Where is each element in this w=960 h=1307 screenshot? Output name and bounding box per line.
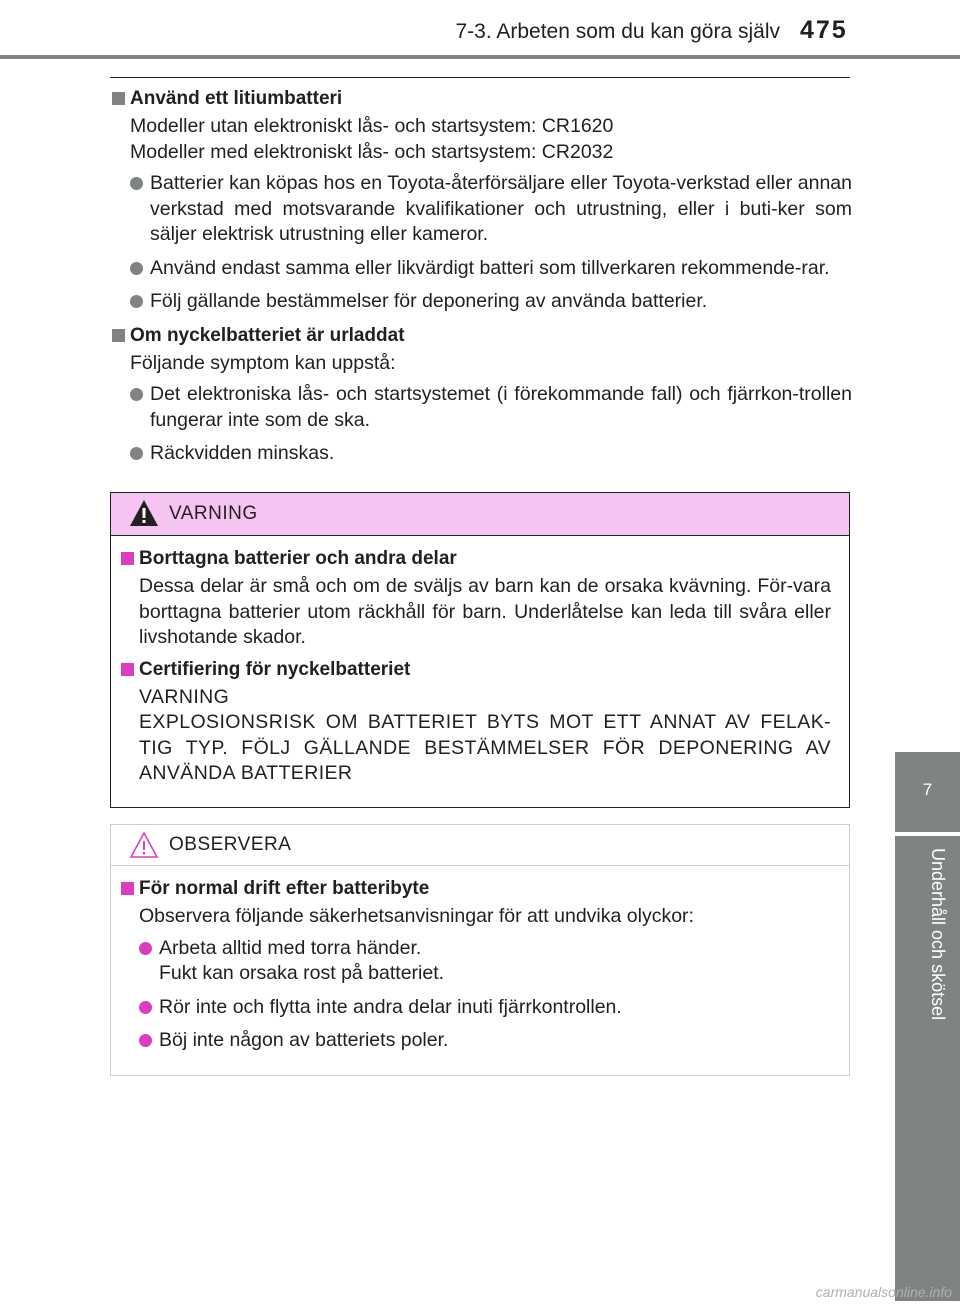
paragraph [110,351,852,377]
caution-bullet-item [119,1028,831,1054]
warning-paragraph [119,685,831,787]
caution-box-body [111,866,849,1054]
header-rule [0,55,960,59]
section-heading-text: Om nyckelbatteriet är urladdat [130,324,405,346]
chapter-name: Underhåll och skötsel [928,848,948,1021]
warning-heading [119,657,831,683]
warning-label: VARNING [169,503,258,524]
chapter-strip [895,836,960,1301]
round-bullet-icon [130,388,143,401]
round-bullet-icon [139,942,152,955]
top-rule [110,77,850,78]
paragraph-line: Modeller med elektroniskt lås- och startsystem: CR2032 [130,140,614,163]
round-bullet-icon [130,177,143,190]
warning-box-header [111,493,849,536]
bullet-item [110,171,852,248]
bullet-item [110,441,852,467]
bullet-item [110,382,852,433]
page-number: 475 [800,16,848,44]
section-battery-discharged [110,323,852,467]
bullet-text: Räckvidden minskas. [150,442,335,464]
section-heading-text: Använd ett litiumbatteri [130,88,343,109]
caution-bullet-item [119,995,831,1021]
bullet-text: Följ gällande bestämmelser för deponering av använda batterier. [150,290,708,312]
chapter-number: 7 [922,780,933,799]
round-bullet-icon [130,295,143,308]
square-bullet-icon [112,92,125,105]
bullet-line: Fukt kan orsaka rost på batteriet. [159,962,445,984]
round-bullet-icon [130,447,143,460]
warning-paragraph: Dessa delar är små och om de sväljs av barn kan de orsaka kvävning. För-vara borttagna batterier utom räckhåll för barn. Underlåtelse kan leda till svåra eller livshotande skador. [139,575,831,648]
square-bullet-icon [121,882,134,895]
warning-triangle-icon [129,499,159,527]
square-bullet-icon [121,663,134,676]
square-bullet-icon [121,552,134,565]
paragraph [110,114,852,165]
bullet-item [110,256,852,282]
watermark: carmanualsonline.info [815,1284,952,1300]
caution-label: OBSERVERA [169,834,292,855]
paragraph-line: Modeller utan elektroniskt lås- och startsystem: CR1620 [130,115,614,137]
bullet-text: Använd endast samma eller likvärdigt batteri som tillverkaren rekommende-rar. [150,256,830,279]
bullet-line: Arbeta alltid med torra händer. [159,936,422,959]
section-heading [110,86,852,112]
section-header-title: 7-3. Arbeten som du kan göra själv [455,20,780,43]
main-content [110,86,852,475]
caution-intro: Observera följande säkerhetsanvisningar för att undvika olyckor: [139,905,694,927]
caution-heading-text: För normal drift efter batteribyte [139,878,430,899]
chapter-tab [895,752,960,832]
square-bullet-icon [112,329,125,342]
bullet-line: Böj inte någon av batteriets poler. [159,1029,449,1051]
section-heading [110,323,852,349]
paragraph-line: EXPLOSIONSRISK OM BATTERIET BYTS MOT ETT ANNAT AV FELAK-TIG TYP. FÖLJ GÄLLANDE BESTÄMMELSER FÖR DEPONERING AV ANVÄNDA BATTERIER [139,711,831,784]
bullet-text: Det elektroniska lås- och startsystemet (i förekommande fall) och fjärrkon-trollen fungerar inte som de ska. [150,383,852,431]
bullet-text: Batterier kan köpas hos en Toyota-återförsäljare eller Toyota-verkstad eller annan verkstad med motsvarande kvalifikationer och utrustning, eller i buti-ker som säljer elektrisk utrustning eller kameror. [150,172,852,245]
warning-heading-text: Borttagna batterier och andra delar [139,548,457,569]
warning-heading [119,546,831,572]
round-bullet-icon [139,1001,152,1014]
round-bullet-icon [130,262,143,275]
caution-box [110,824,850,1076]
warning-box-body [111,536,849,787]
caution-bullet-item [119,936,831,987]
section-battery-type [110,86,852,315]
warning-heading-text: Certifiering för nyckelbatteriet [139,658,411,680]
bullet-line: Rör inte och flytta inte andra delar inuti fjärrkontrollen. [159,995,622,1018]
warning-box [110,492,850,808]
bullet-item [110,289,852,315]
paragraph-line: Följande symptom kan uppstå: [130,351,396,374]
caution-heading [119,876,831,902]
round-bullet-icon [139,1034,152,1047]
caution-triangle-outline-icon [129,831,159,859]
paragraph-line: VARNING [139,685,230,708]
caution-box-header [111,825,849,866]
